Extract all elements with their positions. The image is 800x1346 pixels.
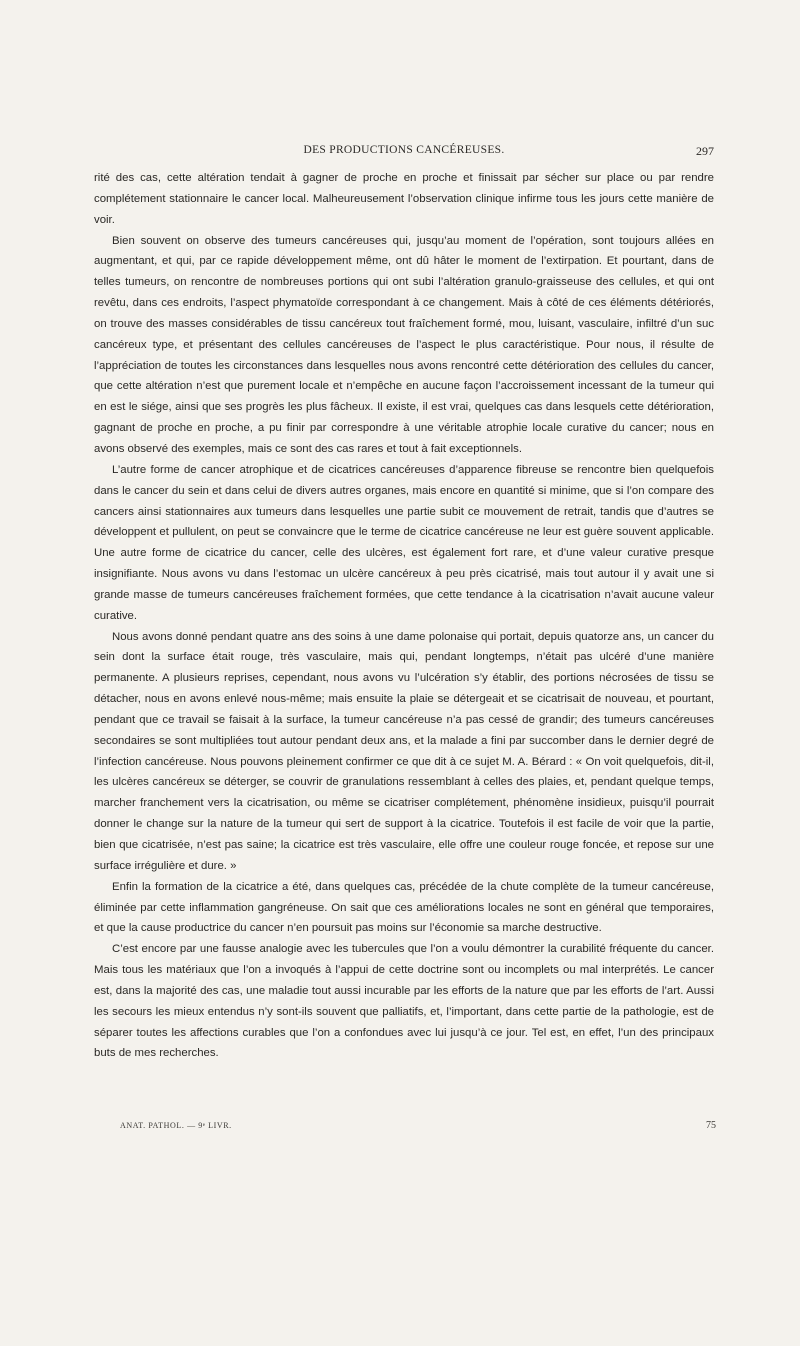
signature-number: 75: [706, 1120, 716, 1131]
printer-signature: ANAT. PATHOL. — 9ᵉ LIVR.: [120, 1121, 232, 1130]
paragraph: Enfin la formation de la cicatrice a été, dans quelques cas, précédée de la chute complète de la tumeur cancéreuse, éliminée par cette inflammation gangréneuse. On sait que ces améliorations locales ne sont en général que temporaires, et que la cause productrice du cancer n’en poursuit pas moins sur l’économie sa marche destructive.: [94, 880, 714, 935]
page-footer: [120, 1121, 716, 1135]
paragraph: Nous avons donné pendant quatre ans des soins à une dame polonaise qui portait, depuis quatorze ans, un cancer du sein dont la surface était rouge, très vasculaire, mais qui, pendant longtemps, n’était pas ulcéré d’une manière permanente. A plusieurs reprises, cependant, nous avons vu l’ulcération s’y établir, des portions nécrosées de tissu se détacher, nous en avons enlevé nous-même; mais ensuite la plaie se détergeait et se cicatrisait de nouveau, et pourtant, pendant que ce travail se faisait à la surface, la tumeur cancéreuse n’a pas cessé de grandir; des tumeurs cancéreuses secondaires se sont multipliées tout autour pendant deux ans, et la malade a fini par succomber dans le dernier degré de l’infection cancéreuse. Nous pouvons pleinement confirmer ce que dit à ce sujet M. A. Bérard : « On voit quelquefois, dit-il, les ulcères cancéreux se déterger, se couvrir de granulations ressemblant à celles des plaies, et, pendant quelque temps, marcher franchement vers la cicatrisation, ou même se cicatriser complétement, phénomène insidieux, puisqu’il pourrait donner le change sur la nature de la tumeur qui sert de support à la cicatrice. Toutefois il est facile de voir que la partie, bien que cicatrisée, n’est pas saine; la cicatrice est très vasculaire, elle offre une couleur rouge foncée, et repose sur une surface irrégulière et dure. »: [94, 630, 714, 872]
page-number: 297: [696, 144, 714, 158]
page-header: [94, 144, 714, 162]
paragraph: C’est encore par une fausse analogie avec les tubercules que l’on a voulu démontrer la curabilité fréquente du cancer. Mais tous les matériaux que l’on a invoqués à l’appui de cette doctrine sont ou incomplets ou mal interprétés. Le cancer est, dans la majorité des cas, une maladie tout aussi incurable par les efforts de la nature que par les efforts de l’art. Aussi les secours les mieux entendus n’y sont-ils souvent que palliatifs, et, l’important, dans cette partie de la pathologie, est de séparer toutes les affections curables que l’on a confondues avec lui jusqu’à ce jour. Tel est, en effet, l’un des principaux buts de mes recherches.: [94, 943, 714, 1060]
body-text: [94, 168, 714, 1064]
paragraph: L’autre forme de cancer atrophique et de cicatrices cancéreuses d’apparence fibreuse se rencontre bien quelquefois dans le cancer du sein et dans celui de divers autres organes, mais encore en quantité si minime, que si l’on compare des cancers ainsi stationnaires aux tumeurs dans lesquelles une partie subit ce mouvement de retrait, tandis que d’autres se développent et pullulent, on peut se convaincre que le terme de cicatrice cancéreuse ne leur est guère souvent applicable. Une autre forme de cicatrice du cancer, celle des ulcères, est également fort rare, et d’une valeur curative presque insignifiante. Nous avons vu dans l’estomac un ulcère cancéreux à peu près cicatrisé, mais tout autour il y avait une si grande masse de tumeurs cancéreuses fraîchement formées, que cette tendance à la cicatrisation n’avait aucune valeur curative.: [94, 463, 714, 622]
paragraph: Bien souvent on observe des tumeurs cancéreuses qui, jusqu’au moment de l’opération, sont toujours allées en augmentant, et qui, par ce rapide développement même, ont dû hâter le moment de l’extirpation. Et pourtant, dans de telles tumeurs, on rencontre de nombreuses portions qui ont subi l’altération granulo-graisseuse des cellules, et qui ont revêtu, dans ces endroits, l’aspect phymatoïde correspondant à ce changement. Mais à côté de ces éléments détériorés, on trouve des masses considérables de tissu cancéreux tout fraîchement formé, mou, luisant, vasculaire, infiltré d’un suc cancéreux type, et présentant des cellules cancéreuses de l’aspect le plus caractéristique. Pour nous, il résulte de l’appréciation de toutes les circonstances dans lesquelles nous avons rencontré cette détérioration des cellules du cancer, que cette altération n’est que purement locale et n’empêche en aucune façon l’accroissement incessant de la tumeur qui en est le siége, ainsi que ses progrès les plus fâcheux. Il existe, il est vrai, quelques cas dans lesquels cette détérioration, gagnant de proche en proche, a pu finir par correspondre à une véritable atrophie locale curative du cancer; nous en avons observé des exemples, mais ce sont des cas rares et tout à fait exceptionnels.: [94, 234, 714, 455]
paragraph-continued: rité des cas, cette altération tendait à gagner de proche en proche et finissait par sécher sur place ou par rendre complétement stationnaire le cancer local. Malheureusement l’observation clinique infirme tous les jours cette manière de voir.: [94, 172, 714, 226]
running-title: DES PRODUCTIONS CANCÉREUSES.: [303, 144, 505, 156]
